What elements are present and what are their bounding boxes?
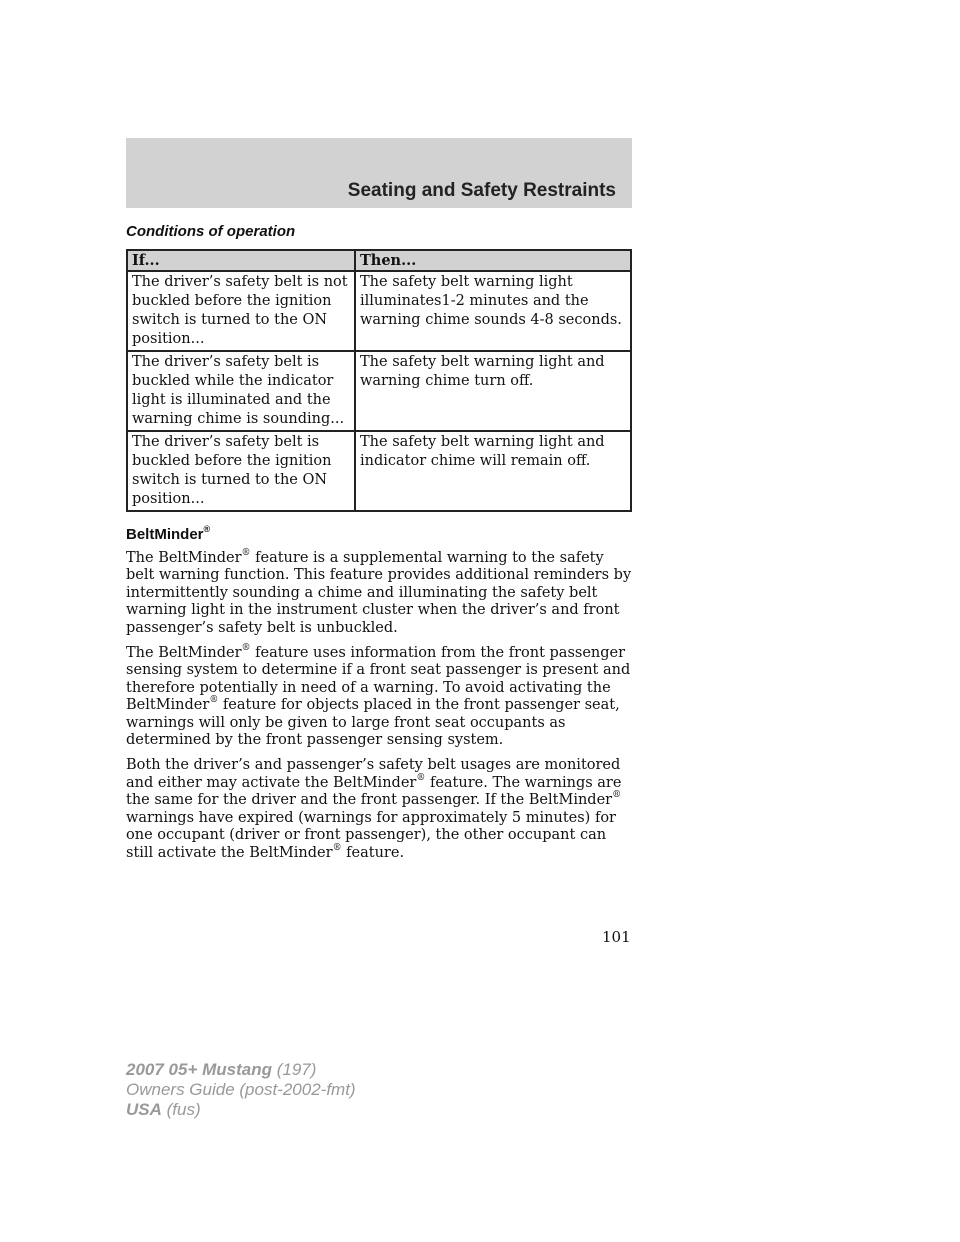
registered-mark: ® <box>241 643 251 654</box>
column-header-then: Then... <box>355 250 631 271</box>
beltminder-paragraph-3 <box>126 757 632 861</box>
paragraph-text: The BeltMinder <box>126 550 242 566</box>
paragraph-text: feature. <box>341 844 405 861</box>
footer-line-guide: Owners Guide (post-2002-fmt) <box>126 1080 356 1099</box>
footer-line-market <box>126 1100 356 1120</box>
registered-mark: ® <box>612 790 622 801</box>
paragraph-text: Both the driver’s and passenger’s safety belt usages are monitored and either may activate the BeltMinder <box>126 757 621 791</box>
table-cell-then: The safety belt warning light illuminates1-2 minutes and the warning chime sounds 4-8 seconds. <box>355 271 631 351</box>
registered-mark: ® <box>416 772 426 783</box>
paragraph-text: The BeltMinder <box>126 645 242 662</box>
registered-mark: ® <box>203 524 211 534</box>
registered-mark: ® <box>332 842 342 853</box>
table-cell-if: The driver’s safety belt is buckled before the ignition switch is turned to the ON position... <box>127 431 355 511</box>
footer-line-model <box>126 1060 356 1080</box>
table-cell-then: The safety belt warning light and warning chime turn off. <box>355 351 631 431</box>
page-number: 101 <box>602 928 631 946</box>
paragraph-text: feature for objects placed in the front passenger seat, warnings will only be given to large front seat occupants as determined by the front passenger sensing system. <box>126 697 620 749</box>
footer-market-code: (fus) <box>161 1100 201 1119</box>
section-title: Seating and Safety Restraints <box>347 180 616 201</box>
beltminder-paragraph-2 <box>126 645 632 749</box>
table-cell-if: The driver’s safety belt is buckled while the indicator light is illuminated and the warning chime is sounding... <box>127 351 355 431</box>
paragraph-text: feature. The warnings are the same for the driver and the front passenger. If the BeltMinder <box>126 774 622 809</box>
table-row <box>127 431 631 511</box>
beltminder-paragraph-1 <box>126 550 632 637</box>
conditions-table <box>126 249 632 512</box>
page-content <box>126 222 632 870</box>
registered-mark: ® <box>209 695 219 706</box>
table-header-row <box>127 250 631 271</box>
footer-market: USA <box>126 1100 162 1119</box>
registered-mark: ® <box>241 548 251 558</box>
footer-model-code: (197) <box>272 1060 317 1079</box>
footer-model: 2007 05+ Mustang <box>126 1060 272 1079</box>
conditions-heading: Conditions of operation <box>126 223 296 240</box>
column-header-if: If... <box>127 250 355 271</box>
section-header-band <box>126 138 632 208</box>
table-row <box>127 351 631 431</box>
table-cell-then: The safety belt warning light and indicator chime will remain off. <box>355 431 631 511</box>
beltminder-heading <box>126 526 632 544</box>
paragraph-text: warnings have expired (warnings for approximately 5 minutes) for one occupant (driver or front passenger), the other occupant can still activate the BeltMinder <box>126 809 616 861</box>
paragraph-text: feature is a supplemental warning to the safety belt warning function. This feature provides additional reminders by intermittently sounding a chime and illuminating the safety belt warning light in the instrument cluster when the driver’s and front passenger’s safety belt is unbuckled. <box>126 550 632 636</box>
footer-info <box>126 1060 356 1120</box>
beltminder-heading-text: BeltMinder <box>126 526 204 543</box>
table-row <box>127 271 631 351</box>
paragraph-text: feature uses information from the front passenger sensing system to determine if a front seat passenger is present and therefore potentially in need of a warning. To avoid activating the BeltMinder <box>126 645 631 714</box>
table-cell-if: The driver’s safety belt is not buckled before the ignition switch is turned to the ON position... <box>127 271 355 351</box>
